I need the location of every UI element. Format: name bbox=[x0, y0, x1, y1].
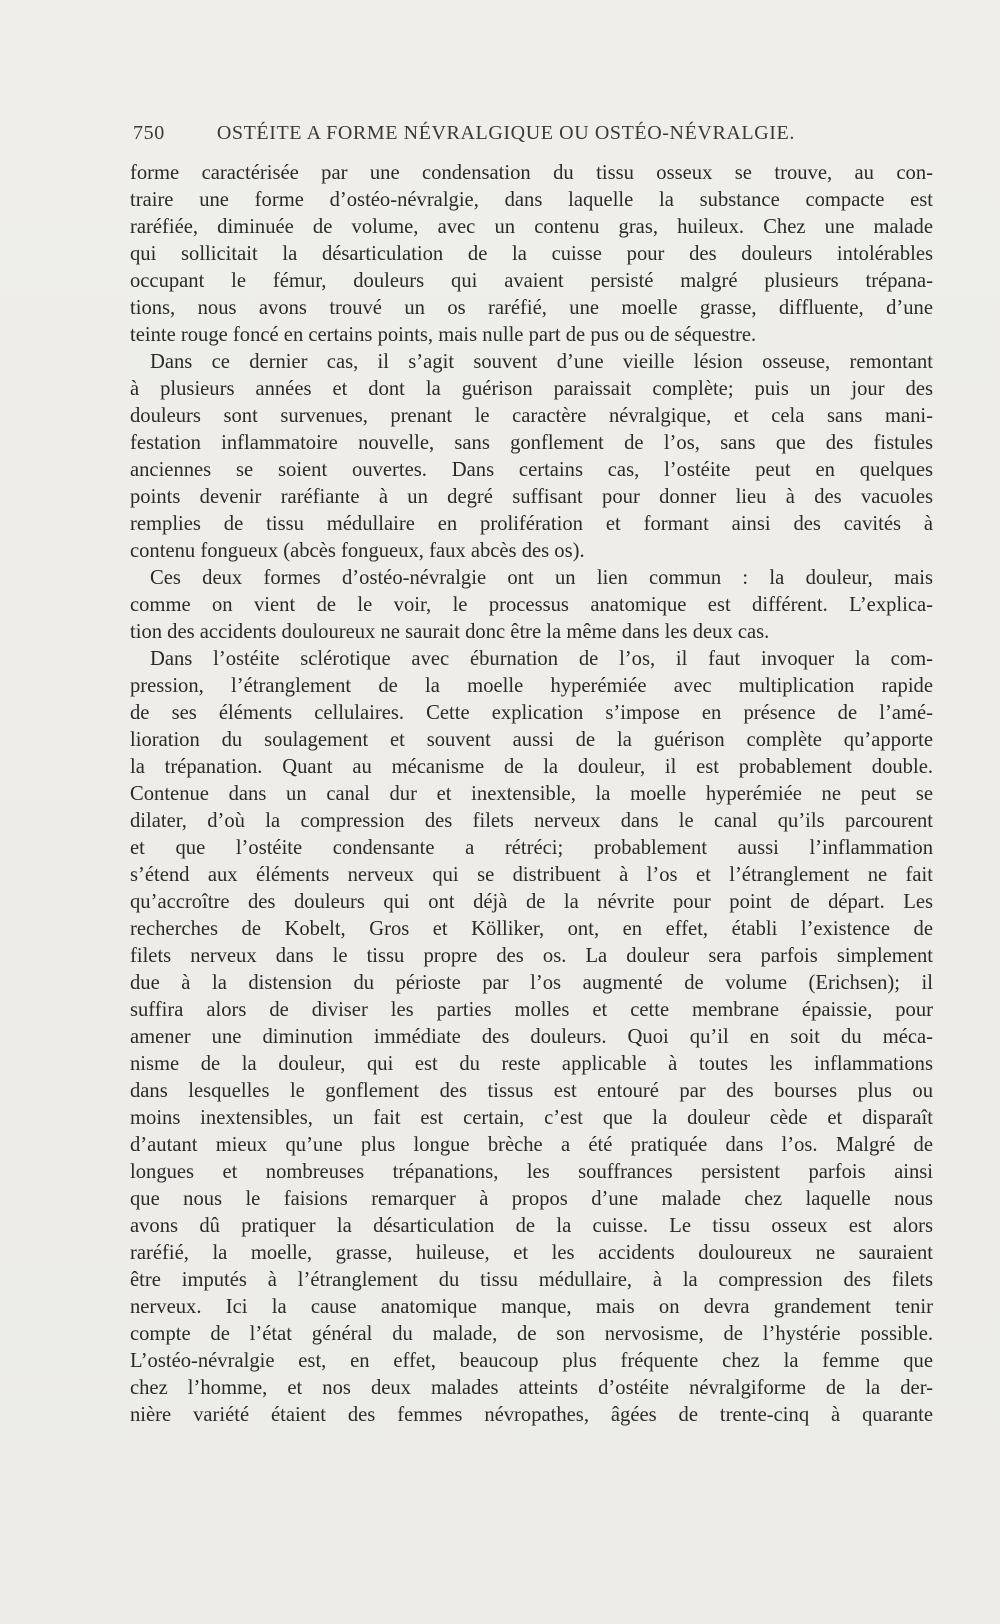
text-line: tion des accidents douloureux ne saurait donc être la même dans les deux cas. bbox=[130, 621, 770, 643]
text-line: chez l’homme, et nos deux malades atteints d’ostéite névralgiforme de la der- bbox=[130, 1377, 933, 1399]
text-line: tions, nous avons trouvé un os raréfié, une moelle grasse, diffluente, d’une bbox=[130, 297, 933, 319]
text-line: compte de l’état général du malade, de son nervosisme, de l’hystérie possible. bbox=[130, 1323, 933, 1345]
text-line: lioration du soulagement et souvent aussi de la guérison complète qu’apporte bbox=[130, 729, 933, 751]
text-line: points devenir raréfiante à un degré suffisant pour donner lieu à des vacuoles bbox=[130, 486, 933, 508]
text-line: raréfié, la moelle, grasse, huileuse, et les accidents douloureux ne sauraient bbox=[130, 1242, 933, 1264]
text-line: que nous le faisions remarquer à propos d’une malade chez laquelle nous bbox=[130, 1188, 933, 1210]
text-line: la trépanation. Quant au mécanisme de la douleur, il est probablement double. bbox=[130, 756, 933, 778]
text-line: Dans ce dernier cas, il s’agit souvent d’une vieille lésion osseuse, remontant bbox=[150, 351, 933, 373]
text-line: comme on vient de le voir, le processus anatomique est différent. L’explica- bbox=[130, 594, 933, 616]
text-line: suffira alors de diviser les parties molles et cette membrane épaissie, pour bbox=[130, 999, 933, 1021]
text-line: traire une forme d’ostéo-névralgie, dans laquelle la substance compacte est bbox=[130, 189, 933, 211]
text-line: teinte rouge foncé en certains points, mais nulle part de pus ou de séquestre. bbox=[130, 324, 757, 346]
text-line: Dans l’ostéite sclérotique avec éburnation de l’os, il faut invoquer la com- bbox=[150, 648, 933, 670]
text-line: à plusieurs années et dont la guérison paraissait complète; puis un jour des bbox=[130, 378, 933, 400]
text-line: qui sollicitait la désarticulation de la cuisse pour des douleurs intolérables bbox=[130, 243, 933, 265]
text-line: nisme de la douleur, qui est du reste applicable à toutes les inflammations bbox=[130, 1053, 933, 1075]
text-line: d’autant mieux qu’une plus longue brèche a été pratiquée dans l’os. Malgré de bbox=[130, 1134, 933, 1156]
text-line: qu’accroître des douleurs qui ont déjà de la névrite pour point de départ. Les bbox=[130, 891, 933, 913]
text-line: et que l’ostéite condensante a rétréci; probablement aussi l’inflammation bbox=[130, 837, 933, 859]
text-line: forme caractérisée par une condensation du tissu osseux se trouve, au con- bbox=[130, 162, 933, 184]
body-text bbox=[130, 160, 933, 1429]
text-line: contenu fongueux (abcès fongueux, faux abcès des os). bbox=[130, 540, 585, 562]
text-line: nière variété étaient des femmes névropathes, âgées de trente-cinq à quarante bbox=[130, 1404, 933, 1426]
text-line: s’étend aux éléments nerveux qui se distribuent à l’os et l’étranglement ne fait bbox=[130, 864, 933, 886]
text-line: festation inflammatoire nouvelle, sans gonflement de l’os, sans que des fistules bbox=[130, 432, 933, 454]
text-line: recherches de Kobelt, Gros et Kölliker, ont, en effet, établi l’existence de bbox=[130, 918, 933, 940]
text-line: pression, l’étranglement de la moelle hyperémiée avec multiplication rapide bbox=[130, 675, 933, 697]
text-line: dilater, d’où la compression des filets nerveux dans le canal qu’ils parcourent bbox=[130, 810, 933, 832]
page-number: 750 bbox=[133, 122, 165, 144]
text-line: de ses éléments cellulaires. Cette explication s’impose en présence de l’amé- bbox=[130, 702, 933, 724]
text-line: filets nerveux dans le tissu propre des os. La douleur sera parfois simplement bbox=[130, 945, 933, 967]
text-line: Contenue dans un canal dur et inextensible, la moelle hyperémiée ne peut se bbox=[130, 783, 933, 805]
text-line: longues et nombreuses trépanations, les souffrances persistent parfois ainsi bbox=[130, 1161, 933, 1183]
page-header bbox=[133, 122, 933, 145]
text-line: nerveux. Ici la cause anatomique manque, mais on devra grandement tenir bbox=[130, 1296, 933, 1318]
text-line: douleurs sont survenues, prenant le caractère névralgique, et cela sans mani- bbox=[130, 405, 933, 427]
text-line: moins inextensibles, un fait est certain, c’est que la douleur cède et disparaît bbox=[130, 1107, 933, 1129]
text-line: occupant le fémur, douleurs qui avaient persisté malgré plusieurs trépana- bbox=[130, 270, 933, 292]
text-line: avons dû pratiquer la désarticulation de la cuisse. Le tissu osseux est alors bbox=[130, 1215, 933, 1237]
text-line: dans lesquelles le gonflement des tissus est entouré par des bourses plus ou bbox=[130, 1080, 933, 1102]
text-line: due à la distension du périoste par l’os augmenté de volume (Erichsen); il bbox=[130, 972, 933, 994]
text-line: raréfiée, diminuée de volume, avec un contenu gras, huileux. Chez une malade bbox=[130, 216, 933, 238]
text-line: amener une diminution immédiate des douleurs. Quoi qu’il en soit du méca- bbox=[130, 1026, 933, 1048]
text-line: être imputés à l’étranglement du tissu médullaire, à la compression des filets bbox=[130, 1269, 933, 1291]
text-line: L’ostéo-névralgie est, en effet, beaucoup plus fréquente chez la femme que bbox=[130, 1350, 933, 1372]
text-line: remplies de tissu médullaire en prolifération et formant ainsi des cavités à bbox=[130, 513, 933, 535]
running-title: OSTÉITE A FORME NÉVRALGIQUE OU OSTÉO-NÉVRALGIE. bbox=[216, 122, 795, 144]
text-line: Ces deux formes d’ostéo-névralgie ont un lien commun : la douleur, mais bbox=[150, 567, 933, 589]
text-line: anciennes se soient ouvertes. Dans certains cas, l’ostéite peut en quelques bbox=[130, 459, 933, 481]
